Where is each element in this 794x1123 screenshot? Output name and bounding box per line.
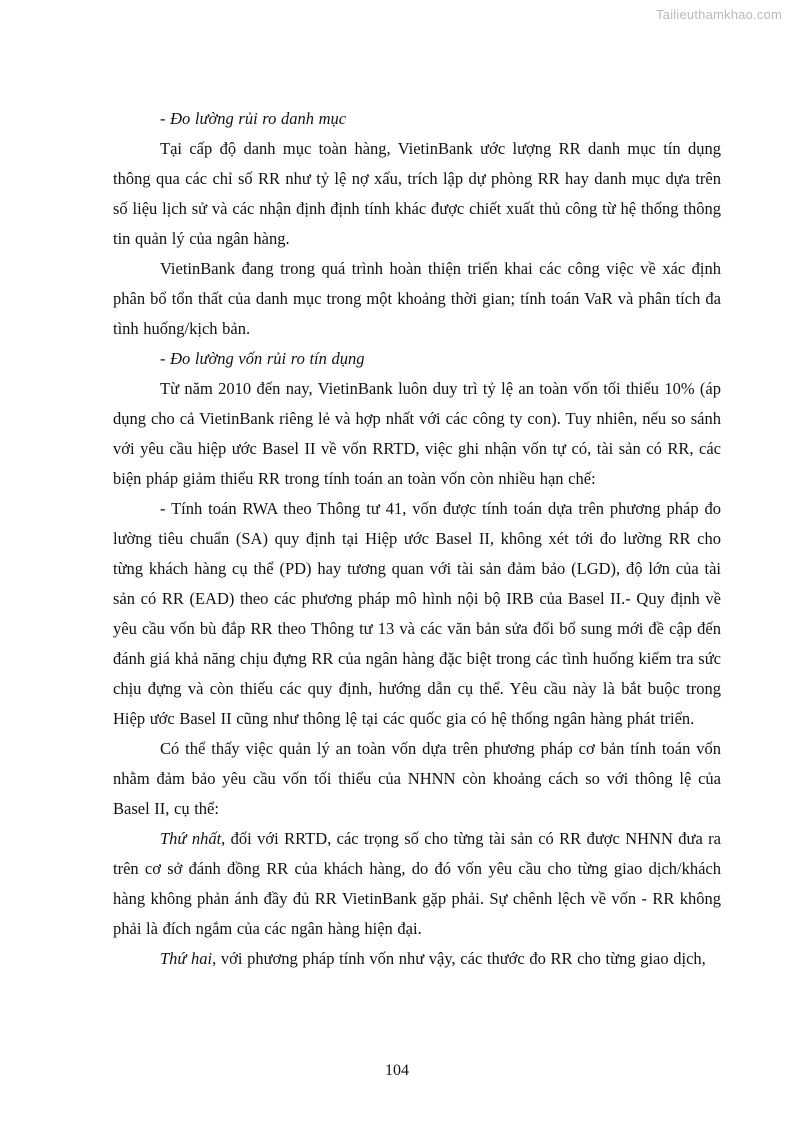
paragraph bbox=[113, 494, 721, 734]
italic-text: Thứ hai bbox=[160, 949, 213, 968]
paragraph bbox=[113, 344, 721, 374]
watermark-text: Tailieuthamkhao.com bbox=[656, 7, 782, 22]
paragraph bbox=[113, 374, 721, 494]
paragraph bbox=[113, 254, 721, 344]
body-text: - Tính toán RWA theo Thông tư 41, vốn được tính toán dựa trên phương pháp đo lường tiêu chuẩn (SA) quy định tại Hiệp ước Basel II, không xét tới đo lường RR cho từng khách hàng cụ thể (PD) hay tương quan với tài sản đảm bảo (LGD), độ lớn của tài sản có RR (EAD) theo các phương pháp mô hình nội bộ IRB của Basel II.- Quy định về yêu cầu vốn bù đắp RR theo Thông tư 13 và các văn bản sửa đổi bổ sung mới đề cập đến đánh giá khả năng chịu đựng RR của ngân hàng đặc biệt trong các tình huống kiểm tra sức chịu đựng và còn thiếu các quy định, hướng dẫn cụ thể. Yêu cầu này là bắt buộc trong Hiệp ước Basel II cũng như thông lệ tại các quốc gia có hệ thống ngân hàng phát triển. bbox=[113, 499, 721, 728]
italic-text: - Đo lường rủi ro danh mục bbox=[160, 109, 347, 128]
body-text: , với phương pháp tính vốn như vậy, các thước đo RR cho từng giao dịch, bbox=[212, 949, 706, 968]
body-text: , đối với RRTD, các trọng số cho từng tài sản có RR được NHNN đưa ra trên cơ sở đánh đồng RR của khách hàng, do đó vốn yêu cầu cho từng giao dịch/khách hàng không phản ánh đầy đủ RR VietinBank gặp phải. Sự chênh lệch về vốn - RR không phải là đích ngắm của các ngân hàng hiện đại. bbox=[113, 829, 721, 938]
paragraph bbox=[113, 944, 721, 974]
body-text: Từ năm 2010 đến nay, VietinBank luôn duy trì tỷ lệ an toàn vốn tối thiểu 10% (áp dụng cho cả VietinBank riêng lẻ và hợp nhất với các công ty con). Tuy nhiên, nếu so sánh với yêu cầu hiệp ước Basel II về vốn RRTD, việc ghi nhận vốn tự có, tài sản có RR, các biện pháp giảm thiểu RR trong tính toán an toàn vốn còn nhiều hạn chế: bbox=[113, 379, 721, 488]
document-body bbox=[113, 104, 721, 974]
body-text: Có thể thấy việc quản lý an toàn vốn dựa trên phương pháp cơ bản tính toán vốn nhằm đảm bảo yêu cầu vốn tối thiểu của NHNN còn khoảng cách so với thông lệ của Basel II, cụ thể: bbox=[113, 739, 721, 818]
page-number: 104 bbox=[385, 1062, 409, 1079]
paragraph bbox=[113, 104, 721, 134]
paragraph bbox=[113, 824, 721, 944]
body-text: VietinBank đang trong quá trình hoàn thiện triển khai các công việc về xác định phân bổ tổn thất của danh mục trong một khoảng thời gian; tính toán VaR và phân tích đa tình huống/kịch bản. bbox=[113, 259, 721, 338]
paragraph bbox=[113, 734, 721, 824]
paragraph bbox=[113, 134, 721, 254]
italic-text: Thứ nhất bbox=[160, 829, 222, 848]
body-text: Tại cấp độ danh mục toàn hàng, VietinBank ước lượng RR danh mục tín dụng thông qua các chỉ số RR như tỷ lệ nợ xấu, trích lập dự phòng RR hay danh mục dựa trên số liệu lịch sử và các nhận định định tính khác được chiết xuất thủ công từ hệ thống thông tin quản lý của ngân hàng. bbox=[113, 139, 721, 248]
italic-text: - Đo lường vốn rủi ro tín dụng bbox=[160, 349, 365, 368]
